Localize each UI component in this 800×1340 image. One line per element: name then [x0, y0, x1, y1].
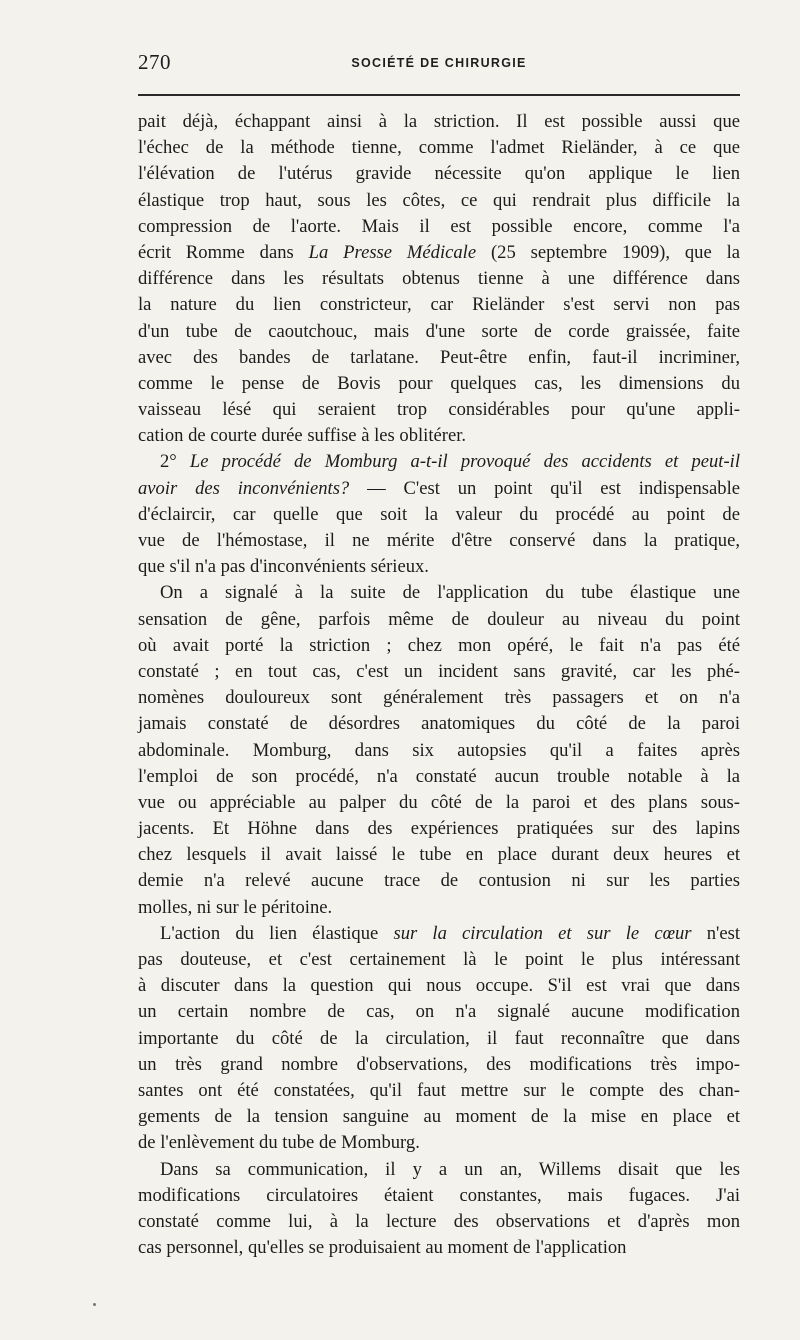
text-line: nomènes douloureux sont généralement très passagers et on n'a [138, 687, 740, 709]
text-line: d'un tube de caoutchouc, mais d'une sorte de corde graissée, faite [138, 320, 740, 342]
text-line: molles, ni sur le péritoine. [138, 896, 333, 918]
text-line: constaté ; en tout cas, c'est un incident sans gravité, car les phé- [138, 660, 740, 682]
body-text [138, 109, 740, 1261]
text-line: vaisseau lésé qui seraient trop considérables pour qu'une appli- [138, 399, 740, 421]
text-line: à discuter dans la question qui nous occupe. S'il est vrai que dans [138, 975, 740, 997]
text-line: gements de la tension sanguine au moment de la mise en place et [138, 1106, 740, 1128]
text-line: demie n'a relevé aucune trace de contusion ni sur les parties [138, 870, 740, 892]
text-line: Dans sa communication, il y a un an, Willems disait que les [160, 1158, 740, 1180]
text-line: cation de courte durée suffise à les oblitérer. [138, 425, 467, 447]
text-line: importante du côté de la circulation, il faut reconnaître que dans [138, 1027, 740, 1049]
running-title: SOCIÉTÉ DE CHIRURGIE [351, 56, 527, 70]
text-line: jacents. Et Höhne dans des expériences pratiquées sur des lapins [138, 818, 740, 840]
text-line: vue de l'hémostase, il ne mérite d'être conservé dans la pratique, [138, 530, 740, 551]
text-line: écrit Romme dans La Presse Médicale (25 septembre 1909), que la [138, 241, 741, 263]
paragraph [138, 921, 740, 1157]
text-line: comme le pense de Bovis pour quelques cas, les dimensions du [138, 372, 740, 394]
page-number: 270 [138, 50, 171, 74]
text-line: avoir des inconvénients? — C'est un point qu'il est indispensable [138, 477, 741, 499]
text-line: un certain nombre de cas, on n'a signalé aucune modification [138, 1001, 740, 1023]
text-line: santes ont été constatées, qu'il faut mettre sur le compte des chan- [138, 1079, 740, 1101]
text-line: l'échec de la méthode tienne, comme l'admet Rieländer, à ce que [138, 137, 740, 159]
text-line: cas personnel, qu'elles se produisaient au moment de l'application [138, 1237, 627, 1259]
text-line: sensation de gêne, parfois même de douleur au niveau du point [138, 608, 740, 630]
text-line: élastique trop haut, sous les côtes, ce qui rendrait plus difficile la [138, 189, 740, 211]
text-line: abdominale. Momburg, dans six autopsies qu'il a faites après [138, 739, 740, 761]
text-line: vue ou appréciable au palper du côté de la paroi et des plans sous- [138, 791, 740, 813]
paragraph [138, 1157, 740, 1262]
text-line: pas douteuse, et c'est certainement là le point le plus intéressant [138, 949, 740, 970]
running-head [138, 50, 740, 80]
text-line: constaté comme lui, à la lecture des observations et d'après mon [138, 1210, 740, 1232]
text-line: compression de l'aorte. Mais il est possible encore, comme l'a [138, 215, 740, 237]
paragraph [138, 449, 740, 580]
text-line: 2° Le procédé de Momburg a-t-il provoqué des accidents et peut-il [160, 451, 740, 473]
text-line: l'élévation de l'utérus gravide nécessite qu'on applique le lien [138, 163, 740, 185]
text-line: avec des bandes de tarlatane. Peut-être enfin, faut-il incriminer, [138, 346, 740, 368]
text-line: On a signalé à la suite de l'application du tube élastique une [160, 582, 740, 604]
text-line: l'emploi de son procédé, n'a constaté aucun trouble notable à la [138, 765, 740, 787]
text-line: pait déjà, échappant ainsi à la striction. Il est possible aussi que [138, 111, 740, 132]
text-line: où avait porté la striction ; chez mon opéré, le fait n'a pas été [138, 634, 740, 656]
text-line: la nature du lien constricteur, car Rieländer s'est servi non pas [138, 294, 740, 316]
text-line: un très grand nombre d'observations, des modifications très impo- [138, 1053, 740, 1075]
text-line: différence dans les résultats obtenus tienne à une différence dans [138, 268, 740, 290]
paragraph [138, 580, 740, 920]
ink-speck [93, 1303, 96, 1306]
text-line: jamais constaté de désordres anatomiques du côté de la paroi [138, 713, 740, 735]
text-line: L'action du lien élastique sur la circulation et sur le cœur n'est [160, 922, 741, 944]
text-line: chez lesquels il avait laissé le tube en place durant deux heures et [138, 844, 740, 866]
text-line: d'éclaircir, car quelle que soit la valeur du procédé au point de [138, 503, 740, 525]
paragraph [138, 109, 740, 449]
text-line: modifications circulatoires étaient constantes, mais fugaces. J'ai [138, 1184, 740, 1206]
text-line: que s'il n'a pas d'inconvénients sérieux. [138, 556, 429, 578]
text-line: de l'enlèvement du tube de Momburg. [138, 1132, 420, 1154]
header-rule [138, 94, 740, 96]
